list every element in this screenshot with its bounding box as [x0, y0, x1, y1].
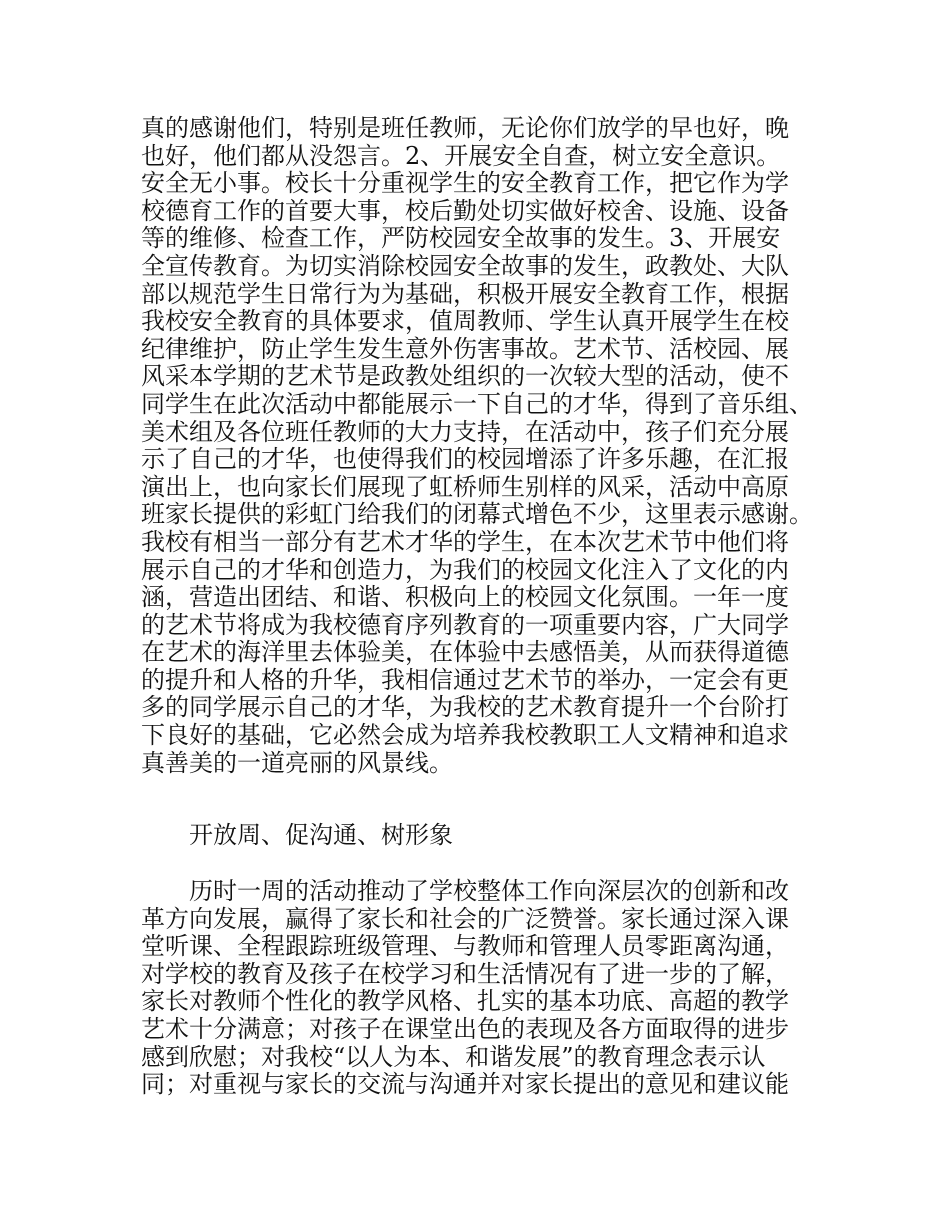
text-line: 安全无小事。校长十分重视学生的安全教育工作，把它作为学: [141, 169, 789, 198]
paragraph-1: [141, 115, 821, 777]
text-line: 感到欣慰；对我校“以人为本、和谐发展”的教育理念表示认: [141, 1042, 766, 1071]
text-line: 家长对教师个性化的教学风格、扎实的基本功底、高超的教学: [141, 987, 789, 1016]
text-line: 下良好的基础，它必然会成为培养我校教职工人文精神和追求: [141, 721, 789, 750]
text-line: 多的同学展示自己的才华，为我校的艺术教育提升一个台阶打: [141, 693, 789, 722]
text-line: 全宣传教育。为切实消除校园安全故事的发生，政教处、大队: [141, 251, 789, 280]
text-line: 班家长提供的彩虹门给我们的闭幕式增色不少，这里表示感谢。: [141, 500, 813, 529]
text-line: 对学校的教育及孩子在校学习和生活情况有了进一步的了解，: [141, 959, 789, 988]
text-line: 示了自己的才华，也使得我们的校园增添了许多乐趣，在汇报: [141, 445, 789, 474]
text-line: 历时一周的活动推动了学校整体工作向深层次的创新和改: [189, 877, 789, 905]
text-line: 真的感谢他们，特别是班任教师，无论你们放学的早也好，晚: [141, 114, 789, 142]
text-line: 我校有相当一部分有艺术才华的学生，在本次艺术节中他们将: [141, 527, 789, 556]
text-line: 的艺术节将成为我校德育序列教育的一项重要内容，广大同学: [141, 610, 789, 639]
text-line: 堂听课、全程跟踪班级管理、与教师和管理人员零距离沟通，: [141, 932, 789, 961]
section-heading: [141, 822, 821, 850]
text-line: 涵，营造出团结、和谐、积极向上的校园文化氛围。一年一度: [141, 583, 789, 612]
text-line: 等的维修、检查工作，严防校园安全故事的发生。3、开展安: [141, 224, 781, 253]
text-line: 真善美的一道亮丽的风景线。: [141, 748, 453, 777]
text-line: 美术组及各位班任教师的大力支持，在活动中，孩子们充分展: [141, 417, 789, 446]
text-line: 同；对重视与家长的交流与沟通并对家长提出的意见和建议能: [141, 1070, 789, 1099]
paragraph-2: [141, 878, 821, 1099]
text-line: 演出上，也向家长们展现了虹桥师生别样的风采，活动中高原: [141, 472, 789, 501]
text-line: 部以规范学生日常行为为基础，积极开展安全教育工作，根据: [141, 279, 789, 308]
text-line: 风采本学期的艺术节是政教处组织的一次较大型的活动，使不: [141, 362, 789, 391]
text-line: 在艺术的海洋里去体验美，在体验中去感悟美，从而获得道德: [141, 638, 789, 667]
text-line: 展示自己的才华和创造力，为我们的校园文化注入了文化的内: [141, 555, 789, 584]
text-line: 艺术十分满意；对孩子在课堂出色的表现及各方面取得的进步: [141, 1014, 789, 1043]
text-line: 同学生在此次活动中都能展示一下自己的才华，得到了音乐组、: [141, 389, 813, 418]
text-line: 革方向发展，赢得了家长和社会的广泛赞誉。家长通过深入课: [141, 904, 789, 933]
section-heading-text: 开放周、促沟通、树形象: [189, 821, 453, 849]
text-line: 我校安全教育的具体要求，值周教师、学生认真开展学生在校: [141, 307, 789, 336]
text-line: 也好，他们都从没怨言。2、开展安全自查，树立安全意识。: [141, 141, 781, 170]
text-line: 的提升和人格的升华，我相信通过艺术节的举办，一定会有更: [141, 665, 789, 694]
text-line: 校德育工作的首要大事，校后勤处切实做好校舍、设施、设备: [141, 196, 789, 225]
text-line: 纪律维护，防止学生发生意外伤害事故。艺术节、活校园、展: [141, 334, 789, 363]
